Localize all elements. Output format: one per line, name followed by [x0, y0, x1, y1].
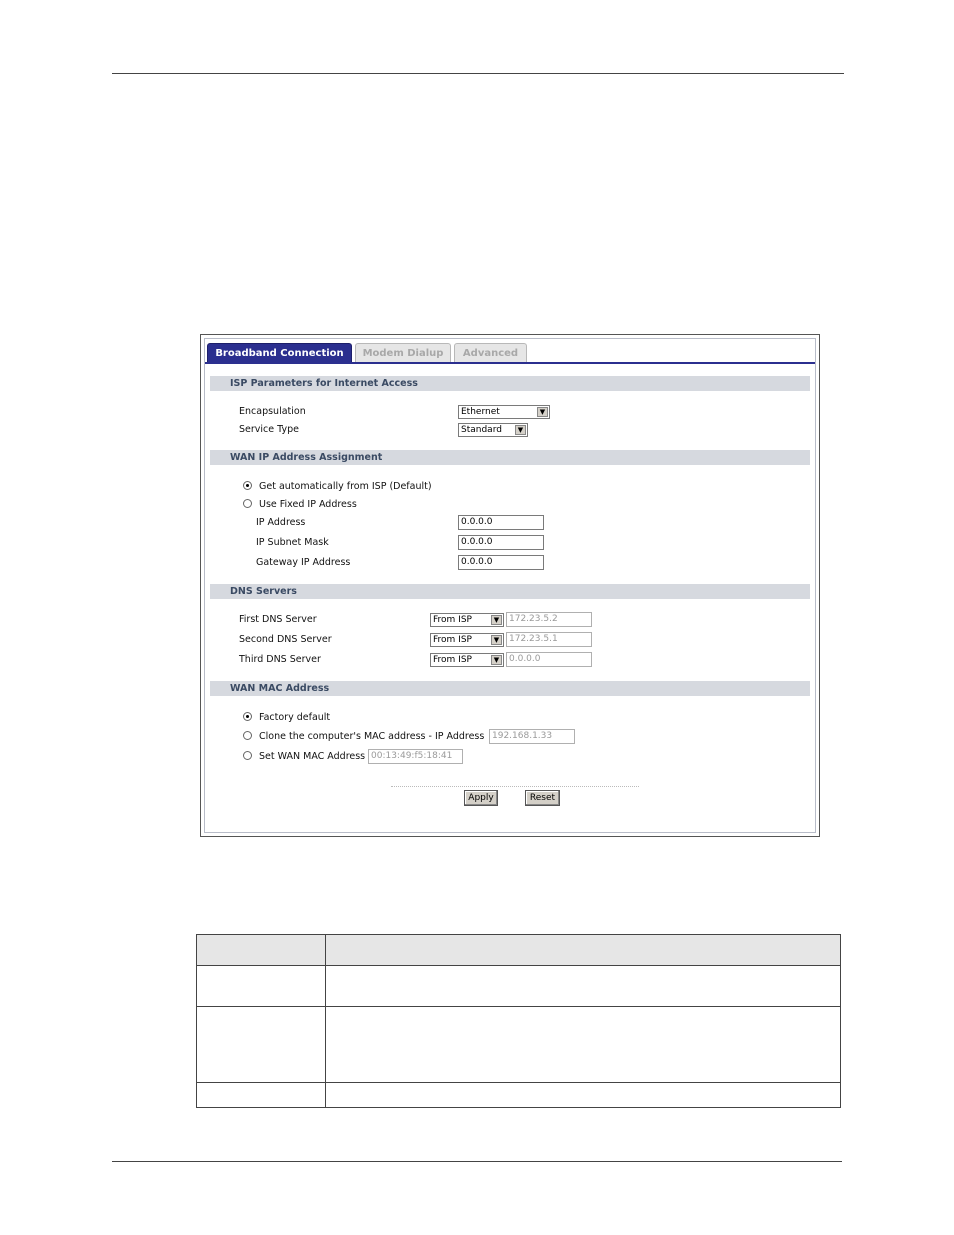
- footer-rule: [112, 1161, 842, 1162]
- chevron-down-icon: ▼: [491, 635, 502, 645]
- clone-ip-input[interactable]: 192.168.1.33: [489, 729, 575, 744]
- table-header-cell: [326, 935, 841, 966]
- third-dns-input[interactable]: 0.0.0.0: [506, 652, 592, 667]
- use-fixed-ip-label: Use Fixed IP Address: [259, 499, 357, 510]
- table-cell: [326, 966, 841, 1007]
- section-wan-mac-address: WAN MAC Address: [210, 681, 810, 696]
- chevron-down-icon: ▼: [537, 407, 548, 417]
- table-cell: [197, 1083, 326, 1108]
- encapsulation-select[interactable]: [458, 405, 550, 419]
- gateway-ip-label: Gateway IP Address: [256, 557, 351, 568]
- radio-use-fixed-ip[interactable]: [243, 499, 252, 508]
- ip-subnet-mask-label: IP Subnet Mask: [256, 537, 329, 548]
- section-isp-parameters: ISP Parameters for Internet Access: [210, 376, 810, 391]
- second-dns-mode-value: From ISP: [433, 635, 472, 645]
- service-type-label: Service Type: [239, 424, 299, 435]
- chevron-down-icon: ▼: [491, 615, 502, 625]
- second-dns-mode-select[interactable]: [430, 633, 504, 647]
- first-dns-mode-value: From ISP: [433, 615, 472, 625]
- table-row: [197, 1007, 841, 1083]
- ip-address-label: IP Address: [256, 517, 306, 528]
- first-dns-label: First DNS Server: [239, 614, 317, 625]
- section-wan-ip-assignment: WAN IP Address Assignment: [210, 450, 810, 465]
- table-cell: [197, 966, 326, 1007]
- table-row: [197, 966, 841, 1007]
- tab-underline: [205, 362, 815, 364]
- table-cell: [326, 1007, 841, 1083]
- wan-screen-frame: [200, 334, 820, 837]
- apply-button[interactable]: Apply: [464, 790, 498, 806]
- wan-mac-input[interactable]: 00:13:49:f5:18:41: [368, 749, 463, 764]
- get-automatically-label: Get automatically from ISP (Default): [259, 481, 432, 492]
- first-dns-mode-select[interactable]: [430, 613, 504, 627]
- table-cell: [197, 1007, 326, 1083]
- service-type-select[interactable]: [458, 423, 528, 437]
- service-type-value: Standard: [461, 425, 502, 435]
- third-dns-label: Third DNS Server: [239, 654, 321, 665]
- table-row: [197, 1083, 841, 1108]
- tab-advanced[interactable]: Advanced: [454, 343, 527, 362]
- clone-mac-label: Clone the computer's MAC address - IP Address: [259, 731, 485, 742]
- first-dns-input[interactable]: 172.23.5.2: [506, 612, 592, 627]
- gateway-ip-input[interactable]: 0.0.0.0: [458, 555, 544, 570]
- ip-address-input[interactable]: 0.0.0.0: [458, 515, 544, 530]
- second-dns-input[interactable]: 172.23.5.1: [506, 632, 592, 647]
- third-dns-mode-value: From ISP: [433, 655, 472, 665]
- section-dns-servers: DNS Servers: [210, 584, 810, 599]
- radio-get-automatically[interactable]: [243, 481, 252, 490]
- second-dns-label: Second DNS Server: [239, 634, 332, 645]
- third-dns-mode-select[interactable]: [430, 653, 504, 667]
- tab-modem-dialup[interactable]: Modem Dialup: [355, 343, 451, 362]
- radio-factory-default[interactable]: [243, 712, 252, 721]
- radio-clone-mac[interactable]: [243, 731, 252, 740]
- radio-set-wan-mac[interactable]: [243, 751, 252, 760]
- header-rule: [112, 73, 844, 74]
- factory-default-label: Factory default: [259, 712, 331, 723]
- chevron-down-icon: ▼: [515, 425, 526, 435]
- reset-button[interactable]: Reset: [525, 790, 560, 806]
- divider: [391, 786, 639, 787]
- table-cell: [326, 1083, 841, 1108]
- wan-screen: [204, 338, 816, 833]
- ip-subnet-mask-input[interactable]: 0.0.0.0: [458, 535, 544, 550]
- encapsulation-value: Ethernet: [461, 407, 500, 417]
- set-wan-mac-label: Set WAN MAC Address: [259, 751, 366, 762]
- description-table: [196, 934, 841, 1108]
- table-header-cell: [197, 935, 326, 966]
- encapsulation-label: Encapsulation: [239, 406, 306, 417]
- table-header-row: [197, 935, 841, 966]
- chevron-down-icon: ▼: [491, 655, 502, 665]
- tab-broadband-connection[interactable]: Broadband Connection: [207, 343, 352, 362]
